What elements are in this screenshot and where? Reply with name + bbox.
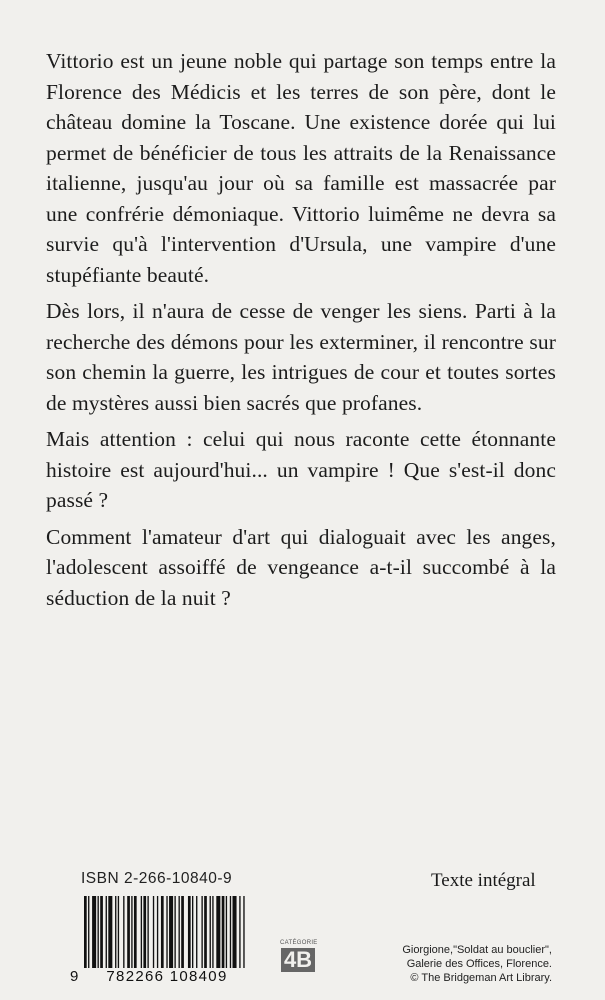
barcode-bar [233,896,237,968]
barcode-bar [123,896,124,968]
blurb-paragraph: Mais attention : celui qui nous raconte cette étonnante histoire est aujourd'hui... un vampire ! Que s'est-il donc passé ? [46,427,556,512]
barcode-bar [141,896,142,968]
barcode-bar [226,896,227,968]
barcode-bar [134,896,137,968]
credit-line: Giorgione,"Soldat au bouclier", [402,944,552,956]
barcode-bar [181,896,184,968]
barcode-bar [106,896,107,968]
barcode-bar [212,896,213,968]
illustration-credits [360,943,552,985]
barcode-bar [100,896,103,968]
barcode-bar [210,896,211,968]
barcode-bar [222,896,225,968]
barcode-bar [153,896,154,968]
barcode-bar [98,896,99,968]
barcode-bar [239,896,240,968]
category-label: CATÉGORIE [280,940,318,946]
barcode-bar [188,896,191,968]
barcode-bar [157,896,158,968]
barcode-bar [216,896,220,968]
barcode-bar [204,896,207,968]
barcode-bar [92,896,96,968]
barcode-bar [243,896,244,968]
blurb-paragraph: Comment l'amateur d'art qui dialoguait avec les anges, l'adolescent assoiffé de vengeance a-t-il succombé à la séduction de la nuit ? [46,524,556,610]
barcode-bar [196,896,197,968]
barcode-bar [143,896,146,968]
barcode-digits: 782266 108409 [84,968,250,986]
barcode-bar [108,896,112,968]
barcode-bar [127,896,130,968]
blurb-paragraph: Dès lors, il n'aura de cesse de venger les siens. Parti à la recherche des démons pour les exterminer, il rencontre sur son chemin la guerre, les intrigues de cour et toutes sortes de mystères aussi bien sacrés que profanes. [46,299,556,415]
barcode-bar [230,896,231,968]
barcode-lead-digit: 9 [70,968,79,985]
category-badge [280,940,316,972]
isbn-label: ISBN 2-266-10840-9 [81,870,233,887]
credit-line: Galerie des Offices, Florence. [406,958,552,970]
barcode-bar [192,896,193,968]
back-cover-blurb [46,46,556,619]
blurb-paragraph: Vittorio est un jeune noble qui partage son temps entre la Florence des Médicis et les terres de son père, dont le château domine la Toscane. Une existence dorée qui lui permet de bénéficier de tous les attraits de la Renaissance italienne, jusqu'au jour où sa famille est massacrée par une confrérie démoniaque. Vittorio luimême ne devra sa survie qu'à l'intervention d'Ursula, une vampire d'une stupéfiante beauté. [46,49,556,287]
barcode-bar [201,896,202,968]
edition-note: Texte intégral [431,870,536,891]
barcode [70,896,250,988]
barcode-bar [161,896,164,968]
barcode-bar [174,896,175,968]
barcode-bar [147,896,148,968]
barcode-bar [115,896,116,968]
barcode-bar [118,896,119,968]
barcode-bar [179,896,180,968]
barcode-bar [131,896,132,968]
credit-line: © The Bridgeman Art Library. [410,972,552,984]
category-code: 4B [281,948,315,972]
